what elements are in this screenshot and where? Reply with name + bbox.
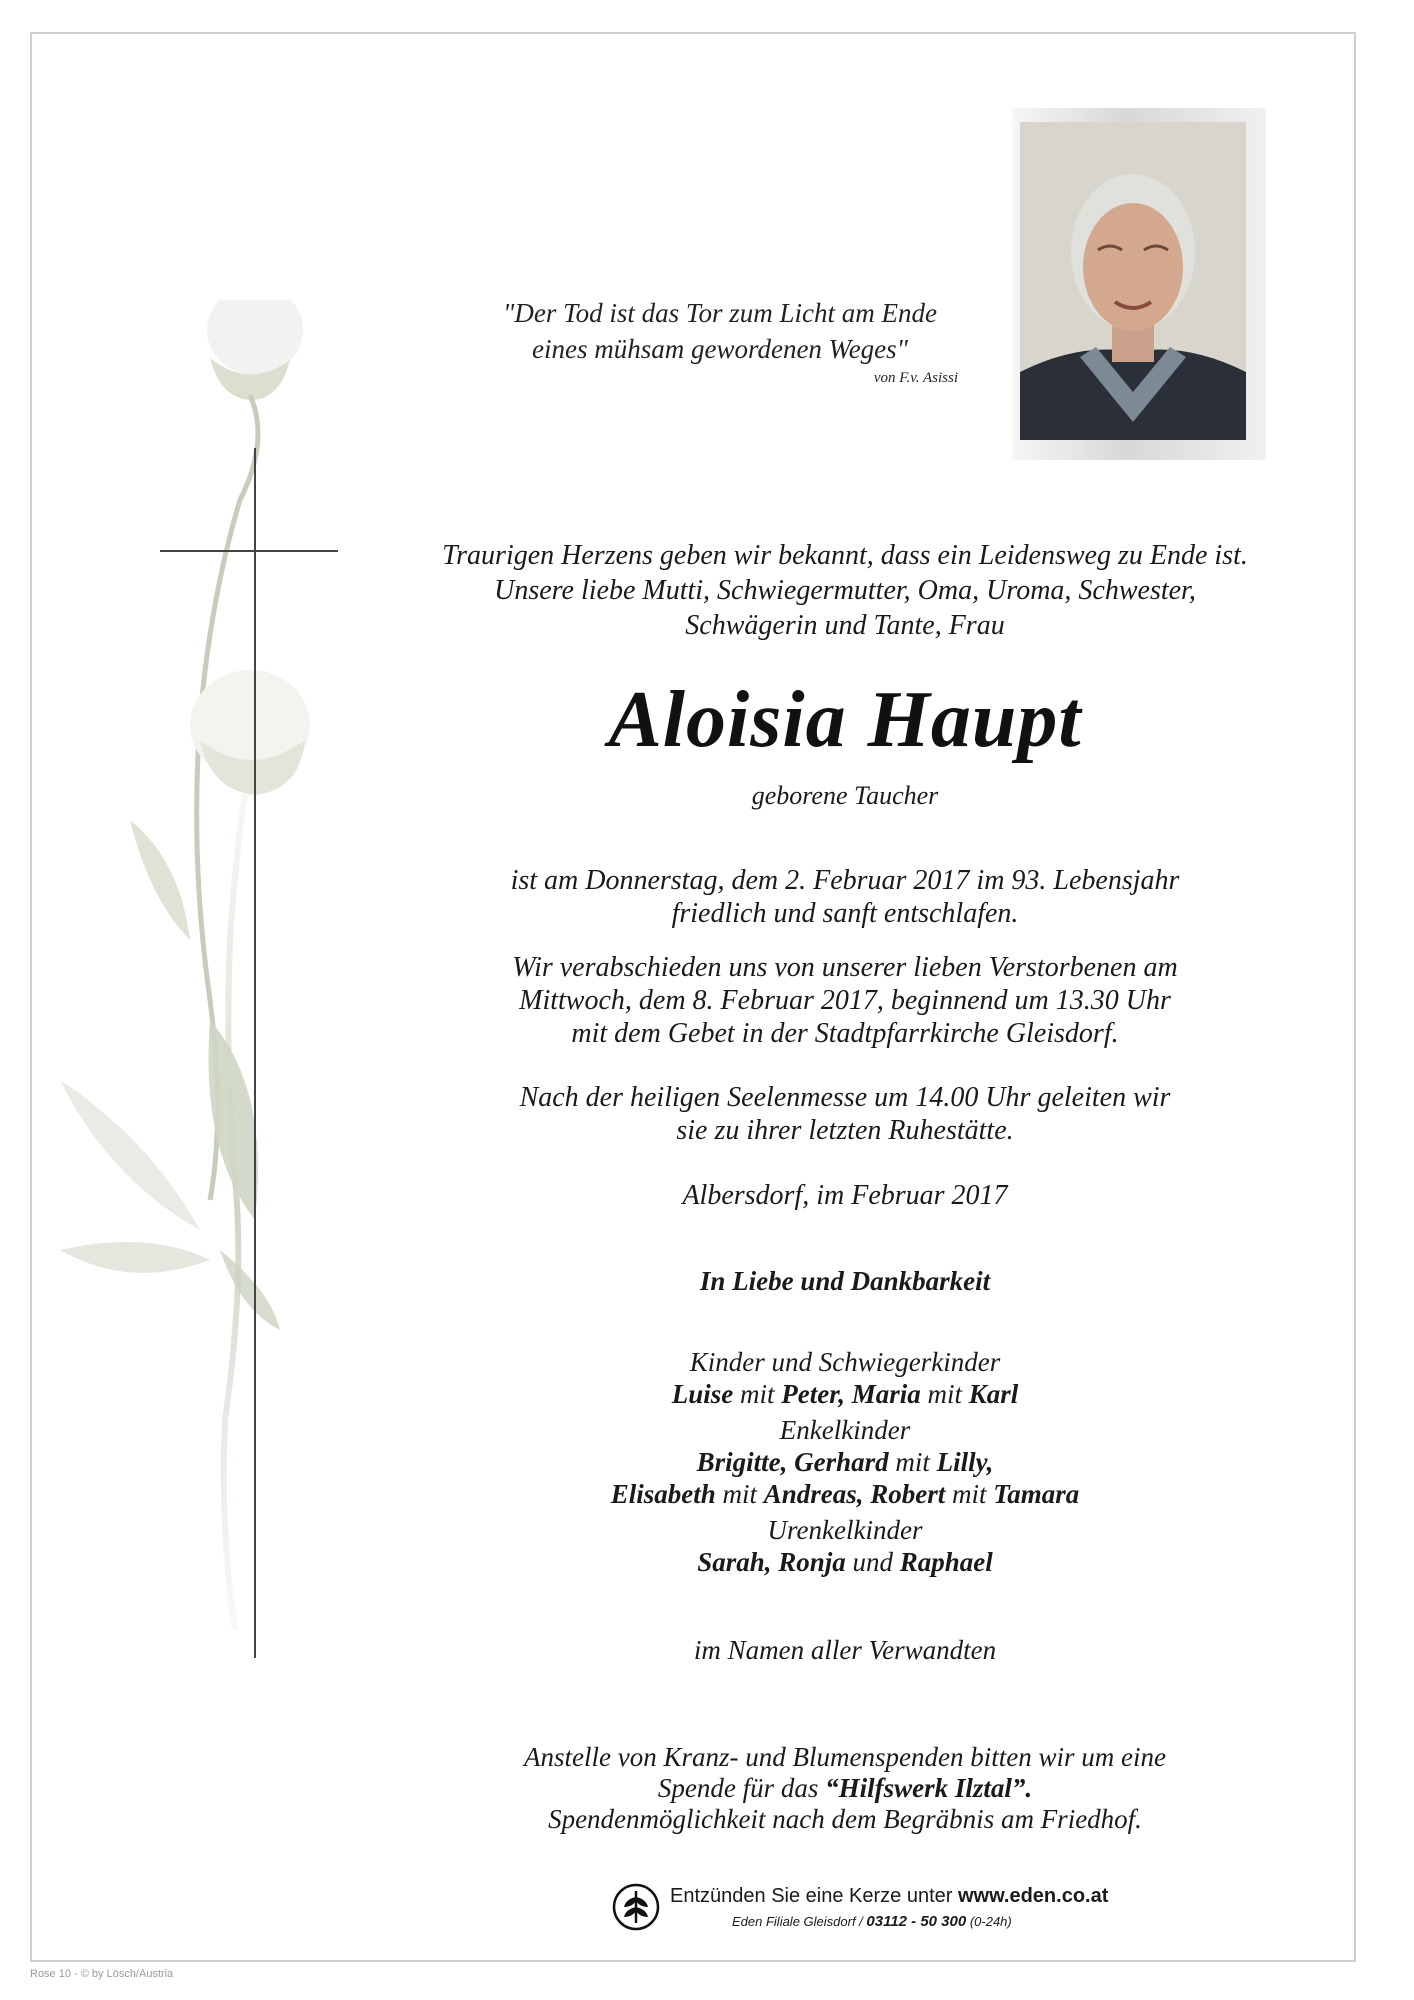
- grandchildren-line-2: [390, 1478, 1300, 1510]
- quote-author: von F.v. Asissi: [873, 370, 958, 386]
- grandchildren-line-1: [390, 1446, 1300, 1478]
- donation-line-2: [390, 1773, 1300, 1804]
- love-line: In Liebe und Dankbarkeit: [699, 1266, 991, 1296]
- branch-name: Eden Filiale Gleisdorf /: [732, 1914, 867, 1929]
- mass-line-1: Nach der heiligen Seelenmesse um 14.00 Uhr geleiten wir: [519, 1082, 1171, 1113]
- cross-vertical: [254, 448, 256, 1658]
- funeral-home-footer: [612, 1883, 1172, 1939]
- great-grandchildren-heading: Urenkelkinder: [767, 1515, 923, 1545]
- connector: mit: [945, 1479, 994, 1509]
- passing-line-2: friedlich und sanft entschlafen.: [671, 898, 1019, 929]
- grandchild-name: Brigitte, Gerhard: [696, 1447, 889, 1477]
- donation-line-2-text: Spende für das: [657, 1773, 826, 1803]
- image-credit: Rose 10 - © by Lösch/Austria: [30, 1968, 174, 1980]
- cross-horizontal: [160, 550, 338, 552]
- grandchildren-heading: Enkelkinder: [779, 1415, 911, 1445]
- candle-text: Entzünden Sie eine Kerze unter: [670, 1885, 958, 1907]
- eden-leaf-logo-icon: [612, 1883, 660, 1931]
- phone-hours: (0-24h): [966, 1914, 1012, 1929]
- portrait-photo: [1020, 122, 1246, 440]
- donation-note: [390, 1742, 1300, 1835]
- farewell-line-1: Wir verabschieden uns von unserer lieben Verstorbenen am: [512, 952, 1178, 983]
- phone-number: 03112 - 50 300: [866, 1913, 967, 1930]
- deceased-name: Aloisia Haupt: [608, 676, 1082, 764]
- family-list: [390, 1346, 1300, 1578]
- rose-illustration: [40, 300, 400, 1760]
- quote-line-1: "Der Tod ist das Tor zum Licht am Ende: [503, 298, 937, 328]
- connector: und: [845, 1547, 900, 1577]
- children-heading: Kinder und Schwiegerkinder: [689, 1347, 1001, 1377]
- great-grandchild-name: Raphael: [899, 1547, 993, 1577]
- connector: mit: [733, 1379, 782, 1409]
- great-grandchildren-names: [390, 1546, 1300, 1578]
- portrait-frame: [1012, 108, 1266, 460]
- website-link[interactable]: www.eden.co.at: [957, 1885, 1109, 1907]
- announcement-line-2: Unsere liebe Mutti, Schwiegermutter, Oma, Uroma, Schwester,: [494, 575, 1196, 606]
- closing-line: im Namen aller Verwandten: [693, 1635, 997, 1665]
- connector: mit: [920, 1379, 969, 1409]
- grandchild-name: Elisabeth: [610, 1479, 716, 1509]
- donation-line-1: Anstelle von Kranz- und Blumenspenden bitten wir um eine: [524, 1742, 1166, 1772]
- donation-line-3: Spendenmöglichkeit nach dem Begräbnis am Friedhof.: [548, 1804, 1142, 1834]
- branch-line: [732, 1913, 1012, 1931]
- connector: mit: [715, 1479, 764, 1509]
- child-name: Karl: [968, 1379, 1019, 1409]
- announcement-line-3: Schwägerin und Tante, Frau: [685, 610, 1005, 641]
- place-date: Albersdorf, im Februar 2017: [682, 1180, 1008, 1211]
- child-name: Peter, Maria: [781, 1379, 921, 1409]
- children-names: [390, 1378, 1300, 1410]
- great-grandchild-name: Sarah, Ronja: [697, 1547, 846, 1577]
- grandchild-name: Lilly,: [936, 1447, 994, 1477]
- donation-organization: “Hilfswerk Ilztal”.: [825, 1773, 1033, 1803]
- child-name: Luise: [671, 1379, 734, 1409]
- connector: mit: [888, 1447, 937, 1477]
- quote-line-2: eines mühsam gewordenen Weges": [531, 334, 909, 364]
- farewell-paragraph: [390, 951, 1300, 1050]
- memorial-quote: [480, 295, 960, 389]
- grandchild-name: Andreas, Robert: [763, 1479, 946, 1509]
- mass-line-2: sie zu ihrer letzten Ruhestätte.: [676, 1115, 1014, 1146]
- grandchild-name: Tamara: [993, 1479, 1080, 1509]
- announcement: [390, 538, 1300, 643]
- farewell-line-2: Mittwoch, dem 8. Februar 2017, beginnend um 13.30 Uhr: [519, 985, 1171, 1016]
- candle-line: [670, 1883, 1108, 1909]
- mass-paragraph: [390, 1081, 1300, 1147]
- maiden-name: geborene Taucher: [751, 781, 939, 810]
- farewell-line-3: mit dem Gebet in der Stadtpfarrkirche Gleisdorf.: [571, 1018, 1119, 1049]
- passing-paragraph: [390, 864, 1300, 930]
- announcement-line-1: Traurigen Herzens geben wir bekannt, dass ein Leidensweg zu Ende ist.: [442, 540, 1248, 571]
- passing-line-1: ist am Donnerstag, dem 2. Februar 2017 im 93. Lebensjahr: [510, 865, 1180, 896]
